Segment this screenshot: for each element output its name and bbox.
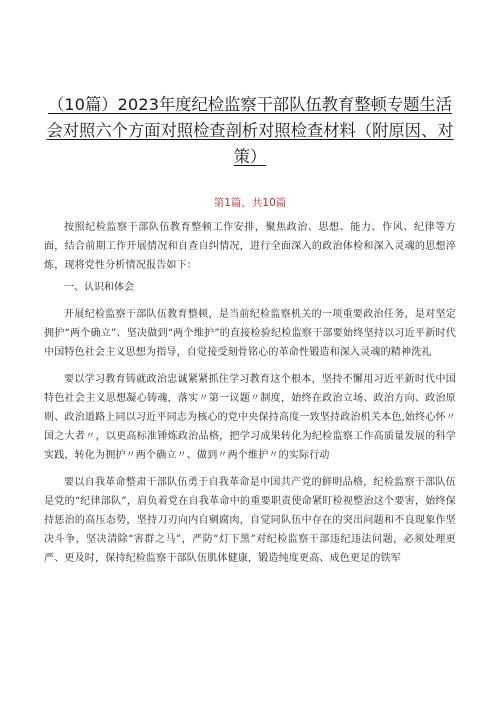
body-paragraph: 要以学习教育铸就政治忠诚紧紧抓住学习教育这个根本，坚持不懈用习近平新时代中国特色社会主义思想凝心铸魂，落实〃第一议题〃制度，始终在政治立场、政治方向、政治原则、政治道路上同以习近平同志为核心的党中央保持高度一致坚持政治机关本色,始终心怀〃国之大者〃，以更高标准锤炼政治品格，把学习成果转化为纪检监察工作高质量发展的科学实践，转化为拥护〃两个确立〃、做到〃两个维护〃的实际行动 — [44, 374, 456, 461]
body-paragraph: 开展纪检监察干部队伍教育整顿，是当前纪检监察机关的一项重要政治任务，是对坚定拥护“两个确立”、坚决做到“两个维护”的直接检验纪检监察干部要始终坚持以习近平新时代中国特色社会主义思想为指导，自觉接受刻骨铭心的革命性锻造和深入灵魂的精神洗礼 — [44, 309, 456, 358]
body-paragraph: 要以自我革命整肃干部队伍勇于自我革命是中国共产党的鲜明品格，纪检监察干部队伍是党的“纪律部队”，肩负着党在自我革命中的重要职责使命紧盯检视整治这个要害，始终保持惩治的高压态势，坚持刀刃向内自剜腐肉，自觉同队伍中存在的突出问题和不良现象作坚决斗争，坚决清除“害群之马”，严防“灯下黑”对纪检监察干部违纪违法问题，必须处理更严、更及时，保持纪检监察干部队伍肌体健康，锻造纯度更高、成色更足的铁军 — [44, 477, 456, 564]
section-heading: 一、认识和体会 — [64, 282, 134, 293]
document-title[interactable]: （10篇）2023年度纪检监察干部队伍教育整顿专题生活会对照六个方面对照检查剖析对照检查材料（附原因、对策） — [46, 95, 454, 166]
part-label: 第1篇，共10篇 — [213, 197, 287, 209]
intro-paragraph: 按照纪检监察干部队伍教育整顿工作安排，聚焦政治、思想、能力、作风、纪律等方面，结合前期工作开展情况和自查自纠情况，进行全面深入的政治体检和深入灵魂的思想淬炼，现将党性分析情况报告如下： — [44, 222, 456, 271]
